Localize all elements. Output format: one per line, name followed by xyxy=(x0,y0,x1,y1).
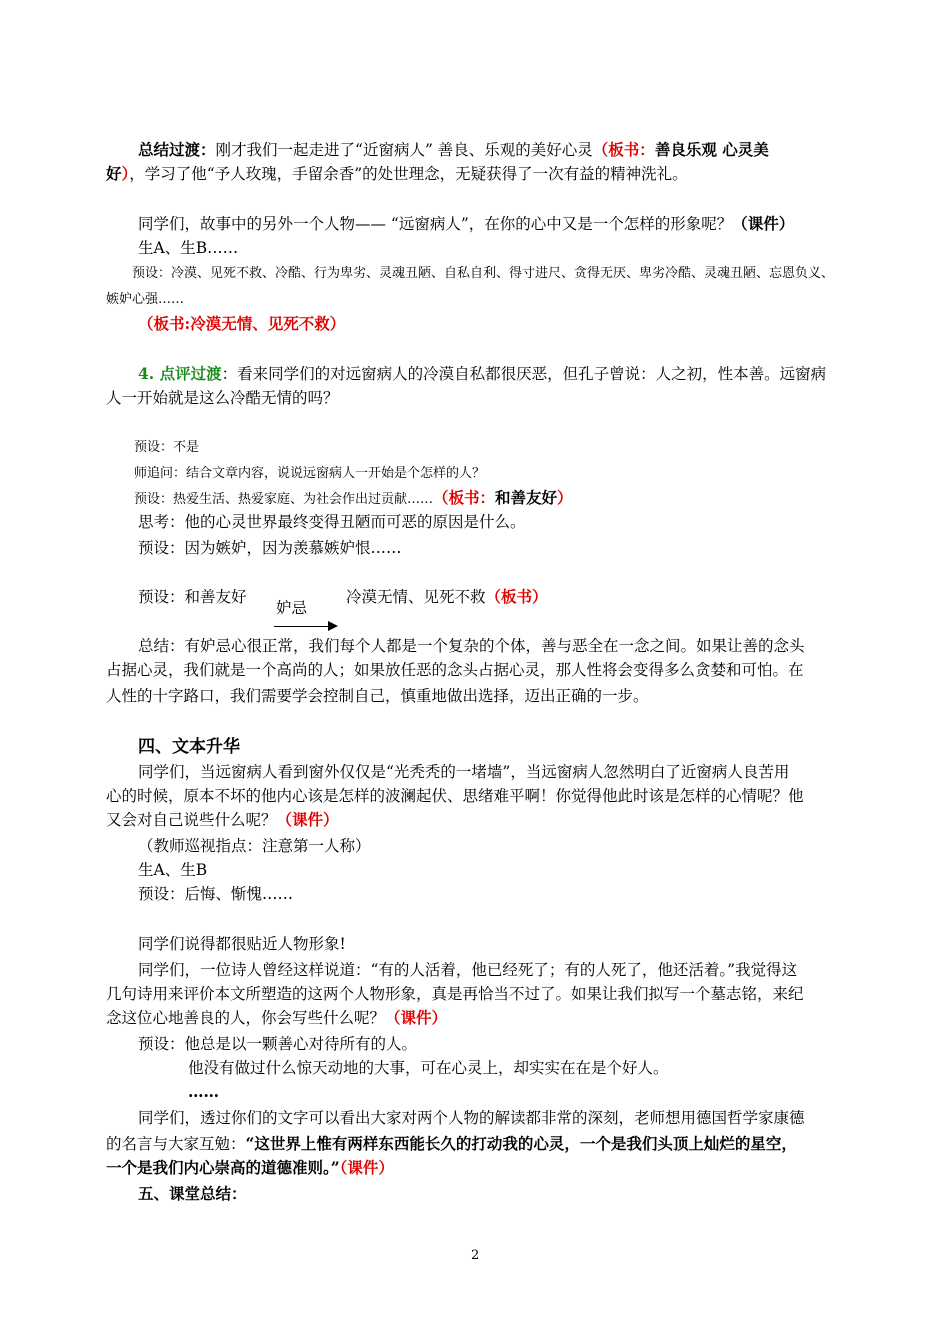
paragraph-line: 同学们，透过你们的文字可以看出大家对两个人物的解读都非常的深刻，老师想用德国哲学家康德 xyxy=(138,1109,805,1127)
board-note: ） xyxy=(557,488,573,507)
teacher-followup: 师追问：结合文章内容，说说远窗病人一开始是个怎样的人？ xyxy=(134,466,486,481)
board-text: 善良乐观 心灵美 xyxy=(654,140,769,159)
preset-answer: 预设：冷漠、见死不救、冷酷、行为卑劣、灵魂丑陋、自私自利、得寸进尺、贪得无厌、卑劣冷酷、灵魂丑陋、忘恩负义、 xyxy=(132,266,835,281)
summary-transition-line-1 xyxy=(138,140,769,160)
board-text: 好 xyxy=(106,164,122,183)
courseware-note: （课件） xyxy=(385,1008,448,1027)
preset-line: 他没有做过什么惊天动地的大事，可在心灵上，却实实在在是个好人。 xyxy=(188,1059,669,1077)
flow-left-label: 预设：和善友好 xyxy=(138,588,247,606)
student-answer: 生A、生B xyxy=(138,861,208,879)
text-run: 刚才我们一起走进了“近窗病人” 善良、乐观的美好心灵 xyxy=(215,141,593,159)
paragraph-line: 几句诗用来评价本文所塑造的这两个人物形象，真是再恰当不过了。如果让我们拟写一个墓志铭，来纪 xyxy=(106,985,804,1003)
question-line xyxy=(138,214,794,234)
comment-transition-label: 4. 点评过渡 xyxy=(138,364,222,383)
paragraph-line xyxy=(106,1158,394,1178)
courseware-note: （课件） xyxy=(339,1158,394,1177)
section-heading: 五、课堂总结： xyxy=(138,1184,247,1203)
text-run: ，学习了他“予人玫瑰，手留余香”的处世理念，无疑获得了一次有益的精神洗礼。 xyxy=(129,165,688,183)
comment-transition-line-2: 人一开始就是这么冷酷无情的吗？ xyxy=(106,389,339,407)
flow-right-label xyxy=(346,587,548,607)
text-run: 同学们，故事中的另外一个人物—— “远窗病人”，在你的心中又是一个怎样的形象呢？ xyxy=(138,215,733,233)
preset-line: 预设：因为嫉妒，因为羡慕嫉妒恨…… xyxy=(138,539,402,557)
board-text: 和善友好 xyxy=(495,488,558,507)
preset-line xyxy=(134,488,573,510)
summary-transition-line-2 xyxy=(106,164,688,184)
courseware-note: （课件） xyxy=(276,810,339,829)
board-note: （板书） xyxy=(485,587,548,606)
paragraph-line: 同学们说得都很贴近人物形象! xyxy=(138,935,346,953)
summary-transition-label: 总结过渡： xyxy=(138,140,216,159)
summary-line-1: 总结：有妒忌心很正常，我们每个人都是一个复杂的个体，善与恶全在一念之间。如果让善的念头 xyxy=(138,637,805,655)
preset-line: 预设：后悔、惭愧…… xyxy=(138,885,294,903)
board-note: （板书： xyxy=(433,488,496,507)
summary-line-2: 占据心灵，我们就是一个高尚的人；如果放任恶的念头占据心灵，那人性将会变得多么贪婪和可怕。在 xyxy=(106,661,804,679)
student-answer: 生A、生B…… xyxy=(138,239,239,257)
board-note: （板书： xyxy=(592,140,655,159)
paragraph-line xyxy=(106,810,339,830)
text-run: 冷漠无情、见死不救 xyxy=(346,588,486,606)
paragraph-line xyxy=(106,1008,447,1028)
think-question: 思考：他的心灵世界最终变得丑陋而可恶的原因是什么。 xyxy=(138,513,526,531)
board-note: ） xyxy=(121,164,130,183)
teacher-note: （教师巡视指点：注意第一人称） xyxy=(138,837,371,855)
page-number: 2 xyxy=(471,1248,480,1263)
kant-quote: 一个是我们内心崇高的道德准则。” xyxy=(106,1158,340,1177)
preset-line: 预设：不是 xyxy=(134,440,200,455)
paragraph-line: 同学们，一位诗人曾经这样说道：“有的人活着，他已经死了；有的人死了，他还活着。”我觉得这 xyxy=(138,961,798,979)
text-run: 预设：热爱生活、热爱家庭、为社会作出过贡献…… xyxy=(134,492,434,507)
flow-arrow-label: 妒忌 xyxy=(276,599,308,617)
ellipsis: …… xyxy=(188,1082,219,1101)
summary-line-3: 人性的十字路口，我们需要学会控制自己，慎重地做出选择，迈出正确的一步。 xyxy=(106,687,649,705)
text-run: ：看来同学们的对远窗病人的冷漠自私都很厌恶，但孔子曾说：人之初，性本善。远窗病 xyxy=(221,365,827,383)
courseware-note: （课件） xyxy=(732,214,795,233)
comment-transition-line-1 xyxy=(138,364,826,384)
flow-arrow-line xyxy=(274,626,330,627)
preset-answer-cont: 嫉妒心强…… xyxy=(106,292,185,307)
paragraph-line: 同学们，当远窗病人看到窗外仅仅是“光秃秃的一堵墙”，当远窗病人忽然明白了近窗病人良苦用 xyxy=(138,763,790,781)
text-run: 念这位心地善良的人，你会写些什么呢？ xyxy=(106,1009,386,1027)
kant-quote: “这世界上惟有两样东西能长久的打动我的心灵，一个是我们头顶上灿烂的星空， xyxy=(245,1134,797,1153)
text-run: 又会对自己说些什么呢？ xyxy=(106,811,277,829)
preset-line: 预设：他总是以一颗善心对待所有的人。 xyxy=(138,1035,418,1053)
paragraph-line: 心的时候，原本不坏的他内心该是怎样的波澜起伏、思绪难平啊！你觉得他此时该是怎样的心情呢？他 xyxy=(106,787,804,805)
arrow-right-icon xyxy=(328,621,338,631)
text-run: 的名言与大家互勉： xyxy=(106,1135,246,1153)
paragraph-line xyxy=(106,1134,797,1154)
board-note: （板书:冷漠无情、见死不救） xyxy=(138,314,346,333)
section-heading: 四、文本升华 xyxy=(138,737,240,757)
